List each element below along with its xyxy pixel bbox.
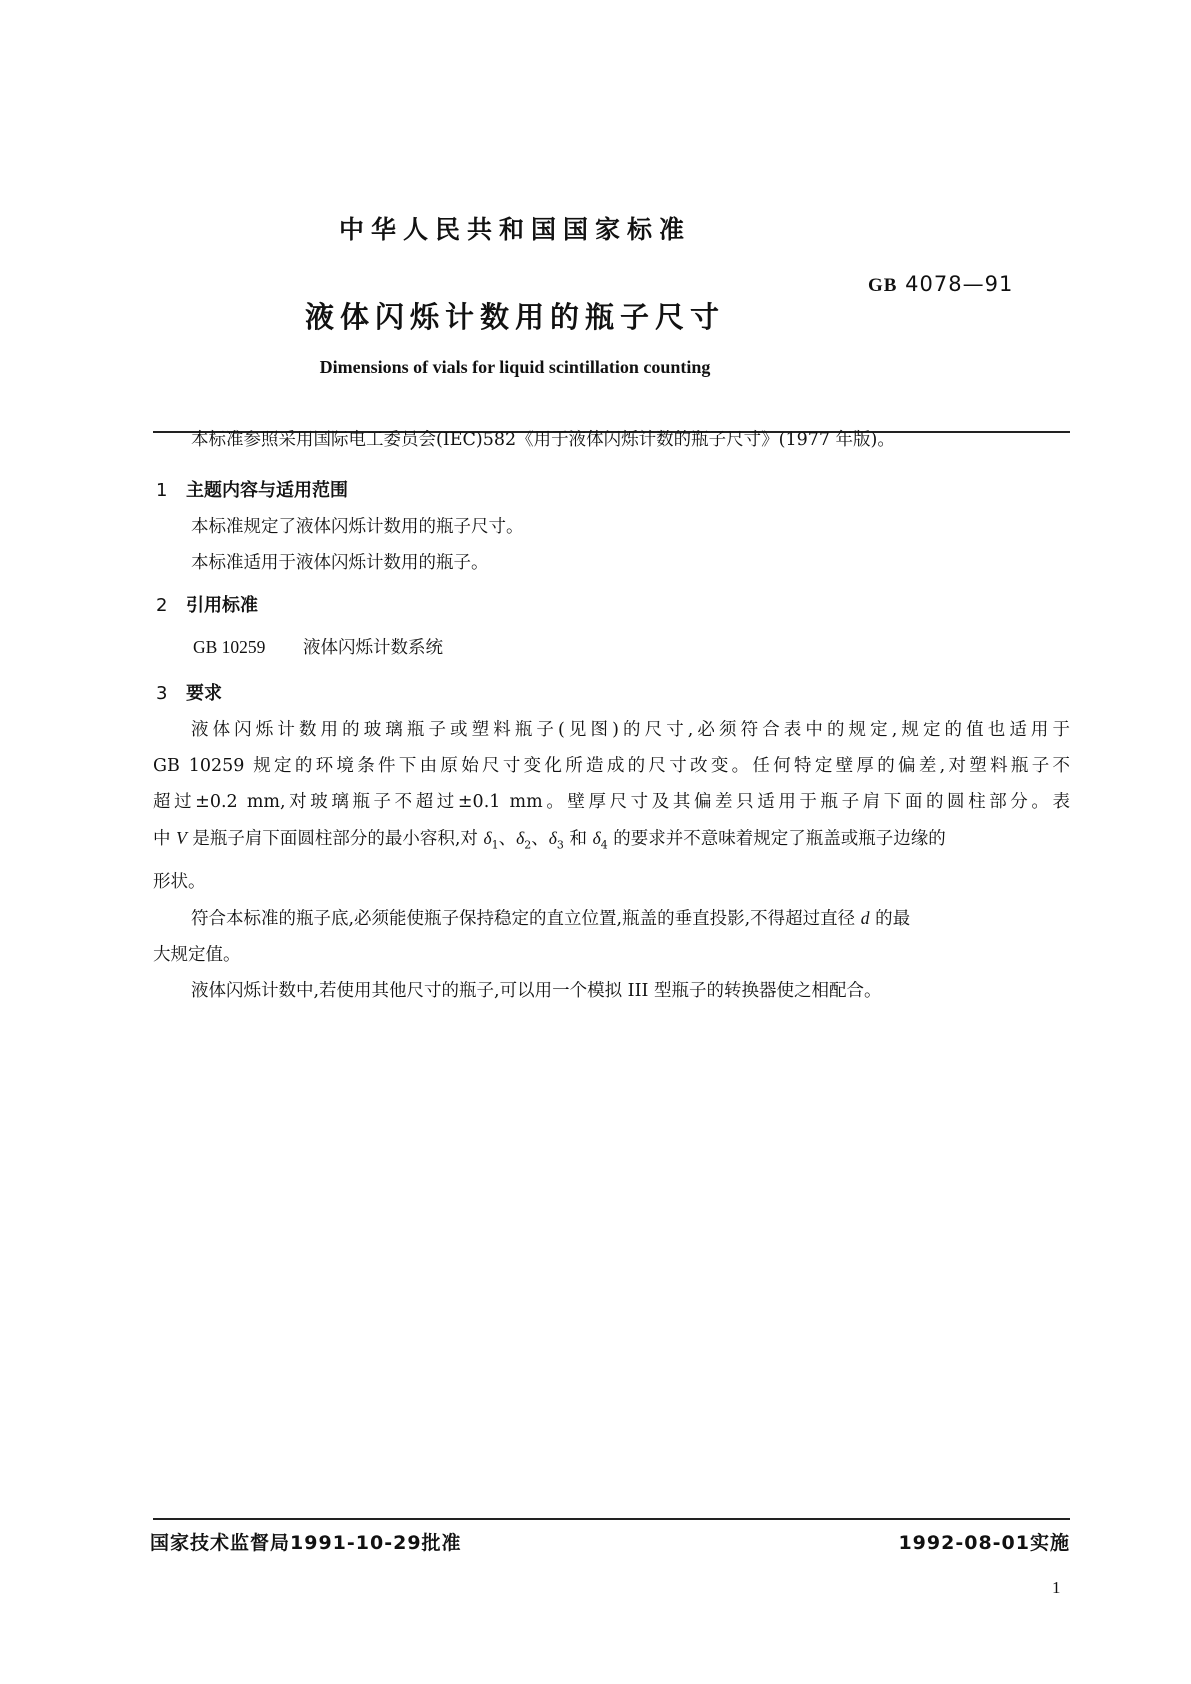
english-title: Dimensions of vials for liquid scintillation counting: [319, 357, 711, 377]
section-3-body: 液体闪烁计数用的玻璃瓶子或塑料瓶子(见图)的尺寸,必须符合表中的规定,规定的值也适用于 GB 10259 规定的环境条件下由原始尺寸变化所造成的尺寸改变。任何特定壁厚的偏差,对塑料瓶子不 超过±0.2 mm,对玻璃瓶子不超过±0.1 mm。壁厚尺寸及其偏差只适用于瓶子肩下面的圆柱部分。表 中 V 是瓶子肩下面圆柱部分的最小容积,对 $\delta_1$、$\delta_2$、$\delta_3$ 和 $\delta_4$ 的要求并不意味着规定了瓶盖或瓶子边缘的 形状。 符合本标准的瓶子底,必须能使瓶子保持稳定的直立位置,瓶盖的垂直投影,不得超过直径 d 的最 大规定值。 液体闪烁计数中,若使用其他尺寸的瓶子,可以用一个模拟 III 型瓶子的转换器使之相配合。: [153, 720, 1070, 1001]
intro-paragraph: 本标准参照采用国际电工委员会(IEC)582《用于液体闪烁计数的瓶子尺寸》(1977 年版)。: [191, 430, 895, 450]
section-1-heading: 1 主题内容与适用范围: [156, 480, 348, 501]
section-3-heading: 3 要求: [156, 683, 222, 704]
standard-number: [868, 272, 1013, 297]
page-number: 1: [1052, 1578, 1061, 1597]
referenced-standard: GB 10259 液体闪烁计数系统: [193, 637, 443, 658]
section-1-body: 本标准规定了液体闪烁计数用的瓶子尺寸。 本标准适用于液体闪烁计数用的瓶子。: [191, 517, 524, 573]
standard-prefix: GB: [868, 275, 898, 296]
approval-date: 国家技术监督局1991-10-29批准: [150, 1532, 462, 1554]
bottom-requirement-line: 符合本标准的瓶子底,必须能使瓶子保持稳定的直立位置,瓶盖的垂直投影,不得超过直径 d 的最: [191, 907, 911, 929]
document-title: 液体闪烁计数用的瓶子尺寸: [304, 300, 725, 334]
footer-divider: [153, 1518, 1070, 1520]
section-2-heading: 2 引用标准: [156, 595, 258, 616]
standard-code: 4078—91: [905, 272, 1014, 296]
national-standard-heading: 中华人民共和国国家标准: [338, 215, 691, 244]
effective-date: 1992-08-01实施: [898, 1532, 1070, 1554]
volume-line: 中 V 是瓶子肩下面圆柱部分的最小容积,对 $\delta_1$、$\delta_2$、$\delta_3$ 和 $\delta_4$ 的要求并不意味着规定了瓶盖或瓶子边缘的: [153, 828, 946, 852]
